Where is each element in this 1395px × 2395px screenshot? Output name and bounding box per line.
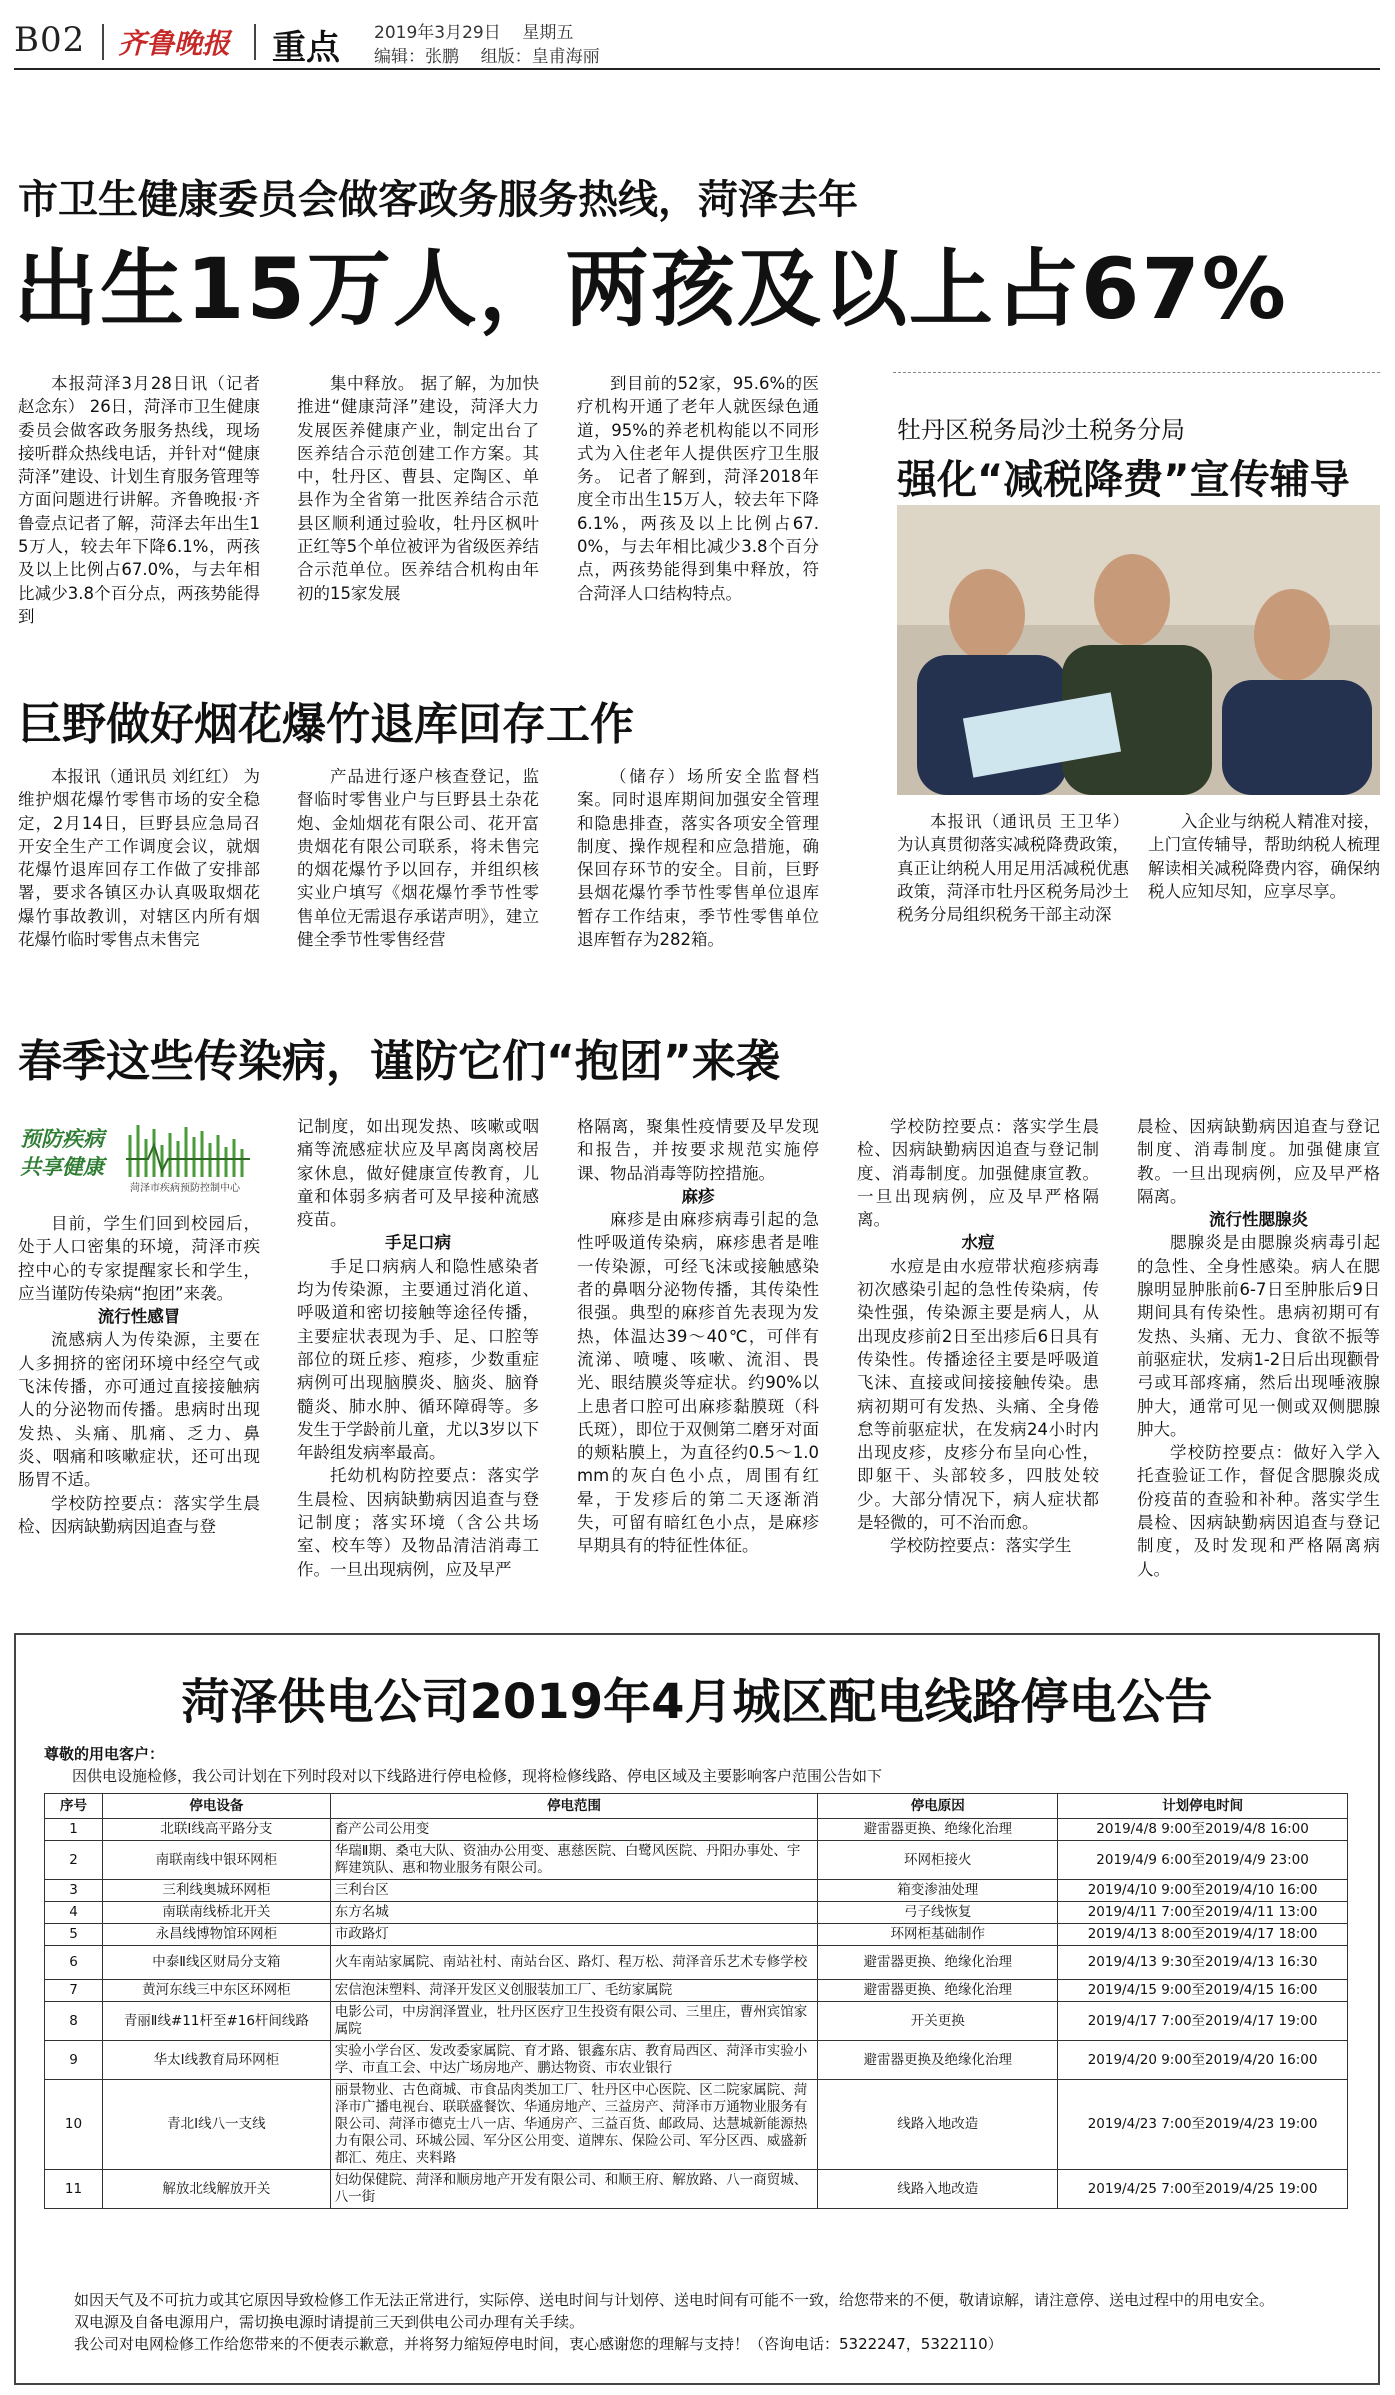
row-index: 10 — [45, 2080, 103, 2170]
header-range: 停电范围 — [330, 1794, 818, 1819]
article4-col3: 格隔离，聚集性疫情要及早发现和报告，并按要求规范实施停课、物品消毒等防控措施。 麻疹 麻疹是由麻疹病毒引起的急性呼吸道传染病，麻疹患者是唯一传染源，可经飞沫或接触感染者的鼻咽分泌物传播，其传染性很强。典型的麻疹首先表现为发热，体温达39～40℃，可伴有流涕、喷嚏、咳嗽、流泪、畏光、眼结膜炎等症状。约90%以上患者口腔可出麻疹黏膜斑（科氏斑），即位于双侧第二磨牙对面的颊粘膜上，为直径约0.5～1.0mm的灰白色小点，周围有红晕，于发疹后的第二天逐渐消失，可留有暗红色小点，是麻疹早期具有的特征性体征。 — [577, 1117, 819, 1556]
notice-intro: 因供电设施检修，我公司计划在下列时段对以下线路进行停电检修，现将检修线路、停电区域及主要影响客户范围公告如下 — [72, 1767, 883, 1785]
row-index: 11 — [45, 2170, 103, 2209]
article1-col2: 集中释放。 据了解，为加快推进“健康菏泽”建设，菏泽大力发展医养健康产业，制定出台了医养结合示范创建工作方案。其中，牡丹区、曹县、定陶区、单县作为全省第一批医养结合示范县区顺利通过验收，牡丹区枫叶正红等5个单位被评为省级医养结合示范单位。医养结合机构由年初的15家发展 — [297, 374, 539, 603]
article2-col1: 本报讯（通讯员 刘红红） 为维护烟花爆竹零售市场的安全稳定，2月14日，巨野县应急局召开安全生产工作调度会议，就烟花爆竹退库回存工作做了安排部署，要求各镇区办认真吸取烟花爆竹事故教训，对辖区内所有烟花爆竹临时零售点未售完 — [18, 767, 260, 950]
row-device: 南联南线中银环网柜 — [102, 1841, 330, 1880]
article1-kicker: 市卫生健康委员会做客政务服务热线，菏泽去年 — [18, 177, 858, 223]
article1-col1: 本报菏泽3月28日讯（记者 赵念东） 26日，菏泽市卫生健康委员会做客政务服务热线，现场接听群众热线电话，并针对“健康菏泽”建设、计划生育服务管理等方面问题进行讲解。齐鲁晚报·齐鲁壹点记者了解，菏泽去年出生15万人，较去年下降6.1%，两孩及以上比例占67.0%，与去年相比减少3.8个百分点，两孩势能得到 — [18, 374, 260, 626]
row-index: 6 — [45, 1946, 103, 1980]
row-range: 市政路灯 — [330, 1924, 818, 1946]
article4-headline: 春季这些传染病，谨防它们“抱团”来袭 — [18, 1036, 780, 1087]
table-row — [45, 1924, 1348, 1946]
row-index: 1 — [45, 1819, 103, 1841]
row-reason: 避雷器更换、绝缘化治理 — [818, 1819, 1058, 1841]
article3-headline: 强化“减税降费”宣传辅导 — [897, 457, 1350, 503]
outage-table — [44, 1793, 1348, 2209]
row-time: 2019/4/13 9:30至2019/4/13 16:30 — [1058, 1946, 1348, 1980]
row-range: 火车南站家属院、南站社村、南站台区、路灯、程万松、菏泽音乐艺术专修学校 — [330, 1946, 818, 1980]
row-device: 三利线奥城环网柜 — [102, 1880, 330, 1902]
row-reason: 线路入地改造 — [818, 2080, 1058, 2170]
row-index: 8 — [45, 2002, 103, 2041]
layout-credit: 组版：皇甫海丽 — [480, 47, 600, 67]
row-time: 2019/4/15 9:00至2019/4/15 16:00 — [1058, 1980, 1348, 2002]
article4-col5: 晨检、因病缺勤病因追查与登记制度、消毒制度。加强健康宣教。一旦出现病例，应及早严格隔离。 流行性腮腺炎 腮腺炎是由腮腺炎病毒引起的急性、全身性感染。病人在腮腺明显肿胀前6-7日至肿胀后9日期间具有传染性。患病初期可有发热、头痛、无力、食欲不振等前驱症状，发病1-2日后出现颧骨弓或耳部疼痛，然后出现唾液腺肿大，通常可见一侧或双侧腮腺肿大。 学校防控要点：做好入学入托查验证工作，督促含腮腺炎成份疫苗的查验和补种。落实学生晨检、因病缺勤病因追查与登记制度，及时发现和严格隔离病人。 — [1137, 1117, 1380, 1579]
article4-col1: 目前，学生们回到校园后，处于人口密集的环境，菏泽市疾控中心的专家提醒家长和学生，应当谨防传染病“抱团”来袭。 流行性感冒 流感病人为传染源，主要在人多拥挤的密闭环境中经空气或飞沫传播，亦可通过直接接触病人的分泌物而传播。患病时出现发热、头痛、肌痛、乏力、鼻炎、咽痛和咳嗽症状，还可出现肠胃不适。 学校防控要点：落实学生晨检、因病缺勤病因追查与登 — [18, 1214, 260, 1536]
row-range: 宏信泡沫塑料、菏泽开发区义创服装加工厂、毛纺家属院 — [330, 1980, 818, 2002]
article3-kicker: 牡丹区税务局沙土税务分局 — [897, 416, 1185, 444]
row-range: 实验小学台区、发改委家属院、育才路、银鑫东店、教育局西区、菏泽市实验小学、市直工会、中达广场房地产、鹏达物资、市农业银行 — [330, 2041, 818, 2080]
row-time: 2019/4/20 9:00至2019/4/20 16:00 — [1058, 2041, 1348, 2080]
article4-col4: 学校防控要点：落实学生晨检、因病缺勤病因追查与登记制度、消毒制度。加强健康宣教。一旦出现病例，应及早严格隔离。 水痘 水痘是由水痘带状疱疹病毒初次感染引起的急性传染病，传染性强，传染源主要是病人，从出现皮疹前2日至出疹后6日具有传染性。传播途径主要是呼吸道飞沫、直接或间接接触传染。患病初期可有发热、头痛、全身倦怠等前驱症状，在发病24小时内出现皮疹，皮疹分布呈向心性，即躯干、头部较多，四肢处较少。大部分情况下，病人症状都是轻微的，可不治而愈。 学校防控要点：落实学生 — [857, 1117, 1099, 1556]
row-reason: 避雷器更换、绝缘化治理 — [818, 1946, 1058, 1980]
row-range: 丽景物业、古色商城、市食品肉类加工厂、牡丹区中心医院、区二院家属院、菏泽市广播电视台、联联盛餐饮、华通房地产、三益房产、菏泽市万通物业服务有限公司、菏泽市德克士八一店、华通房产、三益百货、邮政局、达慧城新能源热力有限公司、环城公园、军分区公用变、道牌东、保险公司、军分区西、威盛新都汇、苑庄、夹料路 — [330, 2080, 818, 2170]
logo-line2: 共享健康 — [20, 1155, 104, 1179]
table-row — [45, 1980, 1348, 2002]
row-device: 华太Ⅰ线教育局环网柜 — [102, 2041, 330, 2080]
table-row — [45, 2041, 1348, 2080]
table-row — [45, 1880, 1348, 1902]
row-index: 4 — [45, 1902, 103, 1924]
article1-headline: 出生15万人，两孩及以上占67% — [14, 240, 1288, 338]
row-time: 2019/4/9 6:00至2019/4/9 23:00 — [1058, 1841, 1348, 1880]
notice-salutation: 尊敬的用电客户： — [44, 1745, 165, 1763]
row-device: 中泰Ⅱ线区财局分支箱 — [102, 1946, 330, 1980]
power-outage-notice — [14, 1633, 1380, 2385]
row-reason: 弓子线恢复 — [818, 1902, 1058, 1924]
row-index: 3 — [45, 1880, 103, 1902]
editor-credit: 编辑：张鹏 — [374, 47, 459, 67]
row-device: 青北Ⅰ线八一支线 — [102, 2080, 330, 2170]
row-device: 南联南线桥北开关 — [102, 1902, 330, 1924]
row-device: 北联Ⅰ线高平路分支 — [102, 1819, 330, 1841]
table-row — [45, 1841, 1348, 1880]
divider — [102, 24, 104, 60]
row-range: 三利台区 — [330, 1880, 818, 1902]
row-reason: 开关更换 — [818, 2002, 1058, 2041]
newspaper-logo: 齐鲁晚报 — [118, 27, 231, 60]
row-index: 5 — [45, 1924, 103, 1946]
row-reason: 避雷器更换、绝缘化治理 — [818, 1980, 1058, 2002]
row-reason: 箱变渗油处理 — [818, 1880, 1058, 1902]
table-row — [45, 1819, 1348, 1841]
row-reason: 避雷器更换及绝缘化治理 — [818, 2041, 1058, 2080]
notice-title: 菏泽供电公司2019年4月城区配电线路停电公告 — [181, 1674, 1213, 1730]
divider — [254, 24, 256, 60]
row-time: 2019/4/8 9:00至2019/4/8 16:00 — [1058, 1819, 1348, 1841]
header-time: 计划停电时间 — [1058, 1794, 1348, 1819]
header-index: 序号 — [45, 1794, 103, 1819]
row-device: 解放北线解放开关 — [102, 2170, 330, 2209]
notice-footer: 如因天气及不可抗力或其它原因导致检修工作无法正常进行，实际停、送电时间与计划停、送电时间有可能不一致，给您带来的不便，敬请谅解，请注意停、送电过程中的用电安全。 双电源及自备电源用户，需切换电源时请提前三天到供电公司办理有关手续。 我公司对电网检修工作给您带来的不便表示歉意，并将努力缩短停电时间，衷心感谢您的理解与支持！（咨询电话：5322247，5322110） — [74, 2291, 1275, 2353]
table-row — [45, 1946, 1348, 1980]
row-reason: 线路入地改造 — [818, 2170, 1058, 2209]
table-row — [45, 2002, 1348, 2041]
row-range: 畜产公司公用变 — [330, 1819, 818, 1841]
tax-officers-photo — [897, 505, 1380, 795]
table-row — [45, 2170, 1348, 2209]
logo-org: 菏泽市疾病预防控制中心 — [130, 1183, 240, 1194]
row-range: 东方名城 — [330, 1902, 818, 1924]
cdc-logo — [18, 1115, 263, 1195]
section-title: 重点 — [272, 28, 340, 68]
row-time: 2019/4/25 7:00至2019/4/25 19:00 — [1058, 2170, 1348, 2209]
row-time: 2019/4/17 7:00至2019/4/17 19:00 — [1058, 2002, 1348, 2041]
header-device: 停电设备 — [102, 1794, 330, 1819]
table-header-row — [45, 1794, 1348, 1819]
row-index: 7 — [45, 1980, 103, 2002]
row-device: 永昌线博物馆环网柜 — [102, 1924, 330, 1946]
row-device: 黄河东线三中东区环网柜 — [102, 1980, 330, 2002]
row-time: 2019/4/11 7:00至2019/4/11 13:00 — [1058, 1902, 1348, 1924]
article3-col1: 本报讯（通讯员 王卫华） 为认真贯彻落实减税降费政策，真正让纳税人用足用活减税优惠政策，菏泽市牡丹区税务局沙土税务分局组织税务干部主动深 — [897, 812, 1129, 925]
article2-col3: （储存）场所安全监督档案。同时退库期间加强安全管理和隐患排查，落实各项安全管理制度、操作规程和应急措施，确保回存环节的安全。目前，巨野县烟花爆竹季节性零售单位退库暂存工作结束，季节性零售单位退库暂存为282箱。 — [577, 767, 819, 950]
row-index: 2 — [45, 1841, 103, 1880]
page-number: B02 — [14, 20, 86, 60]
header-reason: 停电原因 — [818, 1794, 1058, 1819]
issue-weekday: 星期五 — [522, 23, 574, 43]
divider-line — [893, 372, 1380, 373]
logo-line1: 预防疾病 — [20, 1127, 104, 1151]
row-reason: 环网柜基础制作 — [818, 1924, 1058, 1946]
article2-headline: 巨野做好烟花爆竹退库回存工作 — [18, 699, 634, 750]
article2-col2: 产品进行逐户核查登记，监督临时零售业户与巨野县土杂花炮、金灿烟花有限公司、花开富贵烟花有限公司联系，将未售完的烟花爆竹予以回存，并组织核实业户填写《烟花爆竹季节性零售单位无需退存承诺声明》，建立健全季节性零售经营 — [297, 767, 539, 950]
row-index: 9 — [45, 2041, 103, 2080]
article4-col2: 记制度，如出现发热、咳嗽或咽痛等流感症状应及早离岗离校居家休息，做好健康宣传教育，儿童和体弱多病者可及早接种流感疫苗。 手足口病 手足口病病人和隐性感染者均为传染源，主要通过消化道、呼吸道和密切接触等途径传播，主要症状表现为手、足、口腔等部位的斑丘疹、疱疹，少数重症病例可出现脑膜炎、脑炎、脑脊髓炎、肺水肿、循环障碍等。多发生于学龄前儿童，尤以3岁以下年龄组发病率最高。 托幼机构防控要点：落实学生晨检、因病缺勤病因追查与登记制度；落实环境（含公共场室、校车等）及物品清洁消毒工作。一旦出现病例，应及早严 — [297, 1117, 539, 1579]
row-range: 妇幼保健院、菏泽和顺房地产开发有限公司、和顺王府、解放路、八一商贸城、八一街 — [330, 2170, 818, 2209]
row-time: 2019/4/23 7:00至2019/4/23 19:00 — [1058, 2080, 1348, 2170]
row-device: 青丽Ⅱ线#11杆至#16杆间线路 — [102, 2002, 330, 2041]
article3-col2: 入企业与纳税人精准对接，上门宣传辅导，帮助纳税人梳理解读相关减税降费内容，确保纳税人应知尽知，应享尽享。 — [1148, 812, 1380, 901]
table-row — [45, 1902, 1348, 1924]
row-reason: 环网柜接火 — [818, 1841, 1058, 1880]
table-row — [45, 2080, 1348, 2170]
masthead — [14, 18, 1380, 70]
row-range: 华瑞Ⅱ期、桑屯大队、资油办公用变、惠慈医院、白鹭风医院、丹阳办事处、宇辉建筑队、惠和物业服务有限公司。 — [330, 1841, 818, 1880]
article1-col3: 到目前的52家，95.6%的医疗机构开通了老年人就医绿色通道，95%的养老机构能以不同形式为入住老年人提供医疗卫生服务。 记者了解到，菏泽2018年度全市出生15万人，较去年下降6.1%，两孩及以上比例占67.0%，与去年相比减少3.8个百分点，两孩势能得到集中释放，符合菏泽人口结构特点。 — [577, 374, 819, 603]
issue-date: 2019年3月29日 — [374, 23, 501, 43]
row-range: 电影公司，中房润泽置业，牡丹区医疗卫生投资有限公司、三里庄，曹州宾馆家属院 — [330, 2002, 818, 2041]
row-time: 2019/4/13 8:00至2019/4/17 18:00 — [1058, 1924, 1348, 1946]
row-time: 2019/4/10 9:00至2019/4/10 16:00 — [1058, 1880, 1348, 1902]
